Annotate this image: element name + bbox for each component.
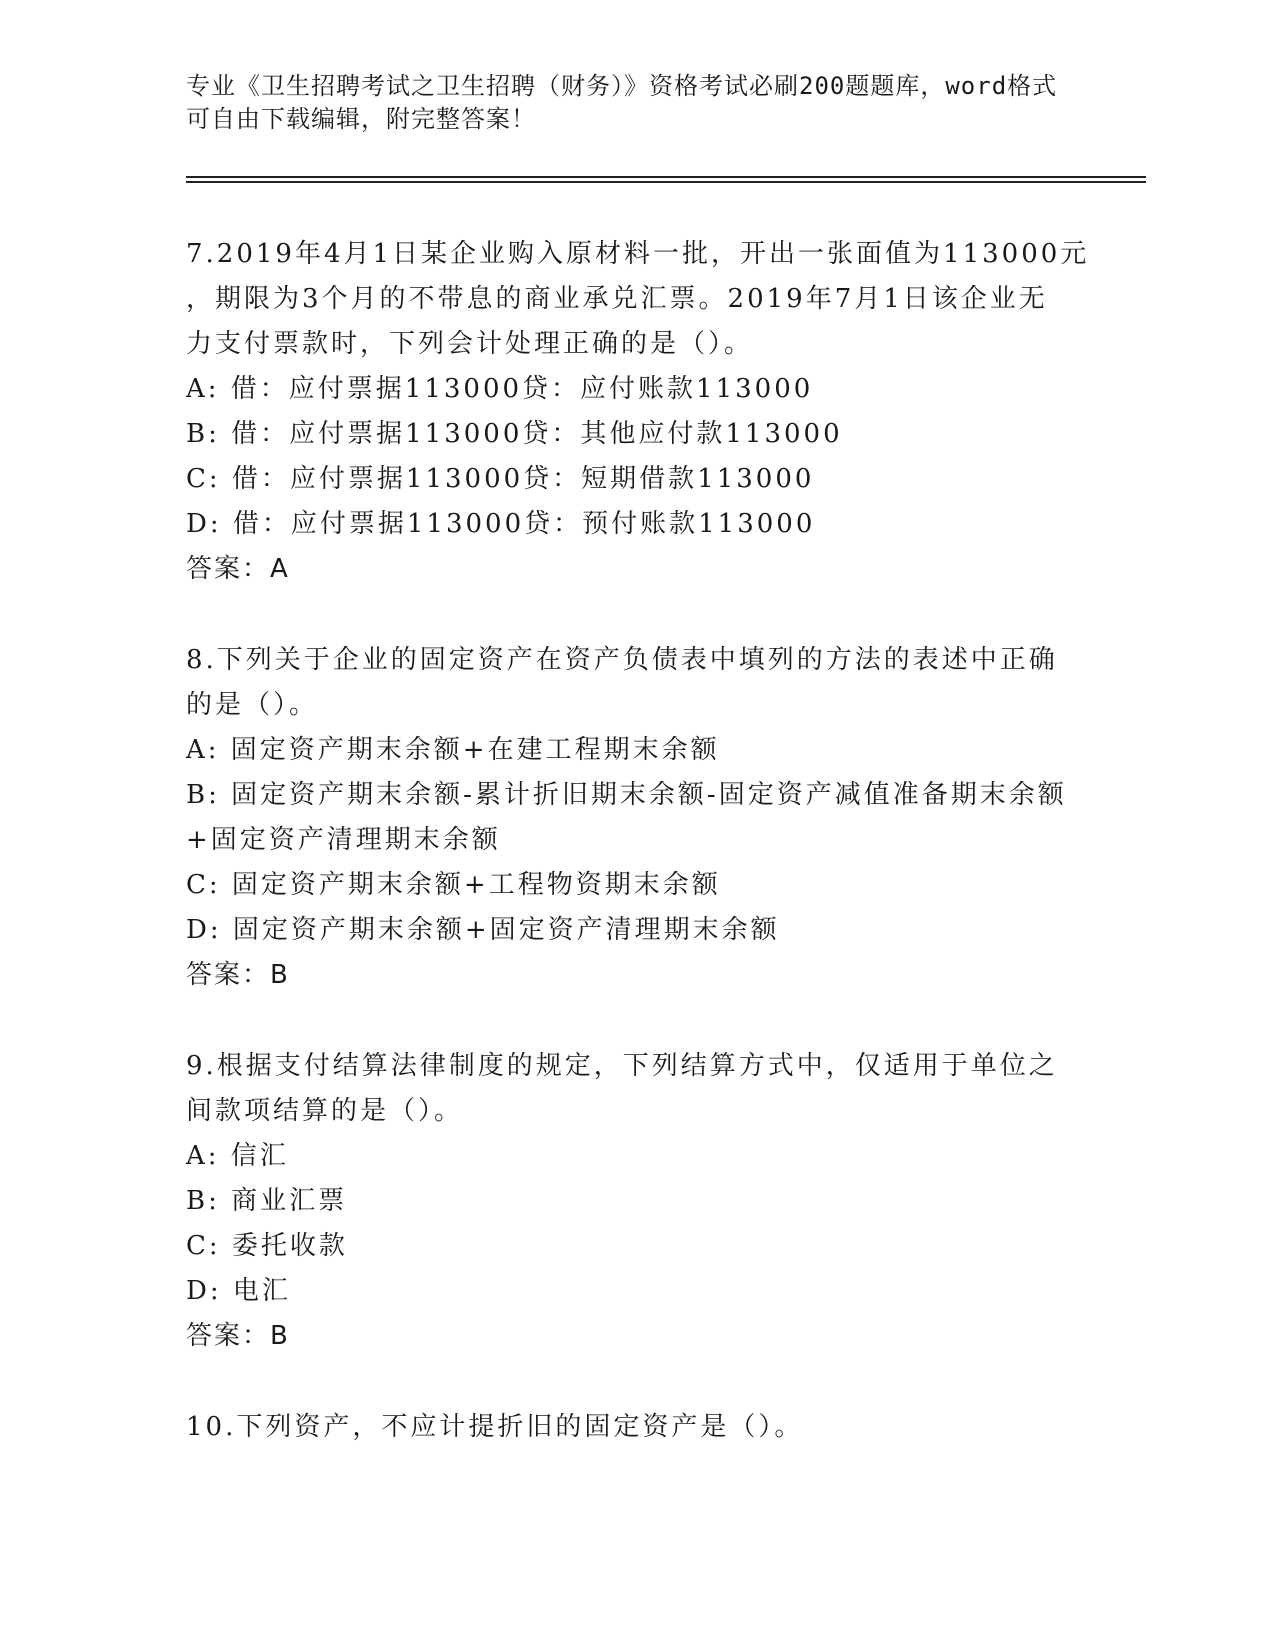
option-d: D: 固定资产期末余额+固定资产清理期末余额 — [186, 915, 780, 945]
option-c: C: 借：应付票据113000贷：短期借款113000 — [186, 464, 815, 494]
option-c: C: 委托收款 — [186, 1231, 348, 1261]
header-divider-bottom — [186, 181, 1146, 183]
document-header — [186, 70, 1086, 136]
option-a: A: 固定资产期末余额+在建工程期末余额 — [186, 735, 720, 765]
question-text-line: 10.下列资产，不应计提折旧的固定资产是（）。 — [186, 1412, 804, 1442]
answer: 答案：B — [186, 1321, 290, 1351]
option-b: B: 商业汇票 — [186, 1186, 348, 1216]
question-text-line: 9.根据支付结算法律制度的规定，下列结算方式中，仅适用于单位之 — [186, 1051, 1058, 1081]
spacer — [186, 1359, 1086, 1405]
header-line-1: 专业《卫生招聘考试之卫生招聘（财务）》资格考试必刷200题题库，word格式 — [186, 72, 1058, 100]
question-text-line: 力支付票款时，下列会计处理正确的是（）。 — [186, 329, 754, 359]
option-d: D: 电汇 — [186, 1276, 291, 1306]
option-a: A: 借：应付票据113000贷：应付账款113000 — [186, 374, 814, 404]
question-7 — [186, 232, 1090, 592]
option-b: B: 固定资产期末余额-累计折旧期末余额-固定资产减值准备期末余额 — [186, 780, 1067, 810]
question-9 — [186, 1044, 1086, 1359]
question-8 — [186, 638, 1086, 998]
answer: 答案：B — [186, 960, 290, 990]
question-list — [186, 232, 1090, 1450]
option-d: D: 借：应付票据113000贷：预付账款113000 — [186, 509, 816, 539]
option-b: B: 借：应付票据113000贷：其他应付款113000 — [186, 419, 843, 449]
spacer — [186, 592, 1086, 638]
option-c: C: 固定资产期末余额+工程物资期末余额 — [186, 870, 721, 900]
question-text-line: 8.下列关于企业的固定资产在资产负债表中填列的方法的表述中正确 — [186, 645, 1058, 675]
header-divider-top — [186, 176, 1146, 178]
question-text-line: ，期限为3个月的不带息的商业承兑汇票。2019年7月1日该企业无 — [186, 284, 1048, 314]
question-10 — [186, 1405, 1086, 1450]
question-text-line: 的是（）。 — [186, 690, 319, 720]
header-line-2: 可自由下载编辑，附完整答案！ — [186, 105, 536, 133]
spacer — [186, 998, 1086, 1044]
answer: 答案：A — [186, 554, 290, 584]
question-text-line: 7.2019年4月1日某企业购入原材料一批，开出一张面值为113000元 — [186, 239, 1090, 269]
option-b-continued: +固定资产清理期末余额 — [186, 825, 501, 855]
option-a: A: 信汇 — [186, 1141, 289, 1171]
question-text-line: 间款项结算的是（）。 — [186, 1096, 464, 1126]
